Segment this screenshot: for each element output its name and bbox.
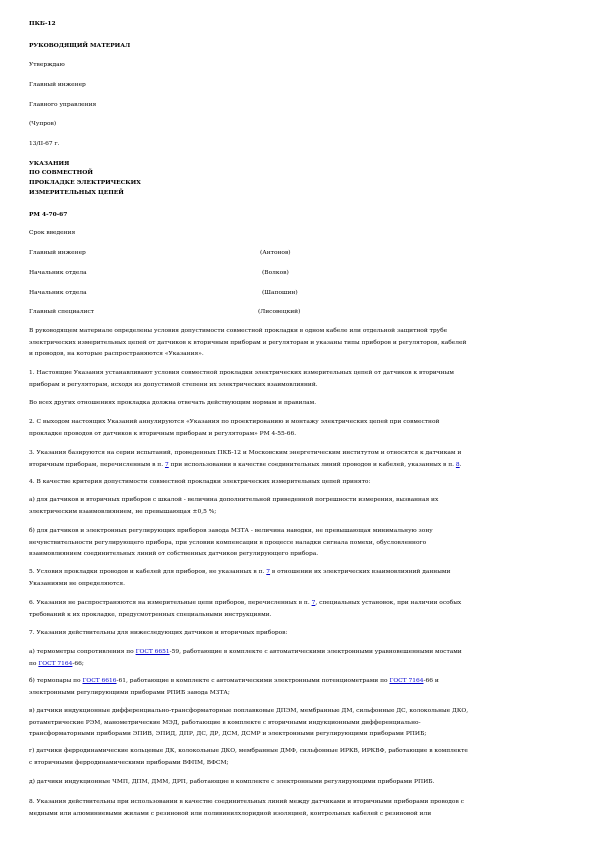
approver-name: (Чупров)	[29, 121, 57, 127]
gost-6616-link[interactable]: ГОСТ 6616	[82, 678, 117, 684]
title-line-2: ПО СОВМЕСТНОЙ	[29, 169, 93, 176]
section-7-link[interactable]: 7	[311, 600, 316, 606]
text-fragment: при использовании в качестве соединительных линий проводов и кабелей, указанных в п.	[168, 461, 456, 468]
text-line: 3. Указания базируются на серии испытаний, проведенных ПКБ-12 и Московским энергетическим институтом и относятся к датчикам и	[29, 450, 462, 456]
title-line-4: ИЗМЕРИТЕЛЬНЫХ ЦЕПЕЙ	[29, 189, 124, 196]
text-line: г) датчики ферродинамические кольцевые ДК, колокольные ДКО, мембранные ДМФ, сильфонные ИРКВ, ИРКВФ, работающие в комплекте	[29, 748, 468, 754]
text-line: Указаниями не определяются.	[29, 580, 125, 587]
text-fragment: по	[29, 660, 39, 667]
approver-organization: Главного управления	[29, 102, 97, 108]
paragraph-7v	[29, 706, 569, 741]
paragraph-4b	[29, 526, 569, 561]
text-line	[29, 567, 569, 579]
text-fragment: а) термометры сопротивления по	[29, 649, 136, 655]
section-8-link[interactable]: 8	[455, 461, 460, 468]
text-line	[29, 676, 569, 688]
signature-role: Главный специалист	[29, 309, 95, 315]
paragraph-7	[29, 628, 569, 640]
text-line: В руководящем материале определены условия допустимости совместной прокладки в одном кабеле или отдельной защитной трубе	[29, 328, 448, 334]
paragraph-1	[29, 368, 569, 391]
text-line: с вторичными ферродинамическими приборами ВФПМ, ВФСМ;	[29, 759, 229, 766]
text-fragment: -59, работающие в комплекте с автоматическими электронными уравновешенными мостами	[169, 649, 462, 655]
document-type: РУКОВОДЯЩИЙ МАТЕРИАЛ	[29, 42, 131, 49]
paragraph-7g	[29, 746, 569, 769]
document-code: ПКБ-12	[29, 20, 56, 27]
paragraph-7d	[29, 777, 569, 789]
text-line: трансформаторными приборами ЭПИВ, ЭПИД, ДПР, ДС, ДР, ДСМ, ДСМР и электронными регулирующими приборами РПИБ;	[29, 731, 427, 737]
text-line: д) датчики индукционные ЧМП, ДПМ, ДММ, ДРП, работающие в комплекте с электронными регулирующими приборами РПИБ.	[29, 779, 435, 785]
gost-7164-link[interactable]: ГОСТ 7164	[389, 678, 424, 684]
gost-6651-link[interactable]: ГОСТ 6651	[135, 649, 170, 655]
text-line: нечувствительности регулирующего прибора, при условии компенсации в процессе наладки сигнала помехи, обусловленного	[29, 539, 427, 546]
section-7-link[interactable]: 7	[164, 461, 169, 468]
paragraph-2	[29, 417, 569, 440]
text-line: б) для датчиков и электронных регулирующих приборов завода МЗТА - величина наводки, не превышающая минимальную зону	[29, 528, 433, 534]
title-line-1: УКАЗАНИЯ	[29, 160, 70, 167]
text-line: 4. В качестве критерия допустимости совместной прокладки электрических измерительных цепей принято:	[29, 479, 371, 485]
text-fragment: .	[459, 461, 462, 468]
intro-paragraph	[29, 326, 569, 361]
gost-7164-link[interactable]: ГОСТ 7164	[38, 660, 73, 667]
paragraph-7a	[29, 647, 569, 670]
text-line: и проводов, на которые распространяются «Указания».	[29, 351, 204, 357]
text-line	[29, 647, 569, 659]
text-line: взаимовлиянием соединительных линий от собственных датчиков регулирующего прибора.	[29, 551, 319, 557]
text-fragment: вторичным приборам, перечисленным в п.	[29, 461, 165, 468]
text-line: в) датчики индукционные дифференциально-трансформаторные поплавковые ДПЭМ, мембранные ДМ, сильфонные ДС, колокольные ДКО,	[29, 708, 469, 714]
paragraph-1-note	[29, 398, 569, 410]
text-line	[29, 598, 569, 610]
text-line	[29, 460, 569, 472]
text-fragment: в отношении их электрических взаимовлияний данными	[270, 569, 451, 575]
text-line: 1. Настоящие Указания устанавливают условия совместной прокладки электрических измерительных цепей от датчиков к вторичным	[29, 370, 454, 376]
text-fragment: , специальных установок, при наличии особых	[315, 600, 462, 606]
text-fragment: -66;	[72, 660, 84, 667]
approval-date: 13/II-67 г.	[29, 141, 60, 147]
text-line: медными или алюминиевыми жилами с резиновой или поливинилхлоридной изоляцией, контрольных кабелей с резиновой или	[29, 810, 432, 817]
signature-name: (Шапошин)	[262, 290, 298, 296]
signature-role: Начальник отдела	[29, 290, 87, 296]
text-line: 7. Указания действительны для нижеследующих датчиков и вторичных приборов:	[29, 630, 288, 636]
signature-role: Главный инженер	[29, 250, 86, 256]
text-fragment: -61, работающие в комплекте с автоматическими электронными потенциометрами по	[116, 678, 390, 684]
approval-label: Утверждаю	[29, 62, 65, 68]
text-line: ротаметрические РЭМ, манометрические МЭД, работающие в комплекте с вторичными индукционными дифференциально-	[29, 719, 421, 726]
text-line: Во всех других отношениях прокладка должна отвечать действующим нормам и правилам.	[29, 400, 317, 406]
signature-name: (Антонов)	[260, 250, 291, 256]
paragraph-3	[29, 448, 569, 471]
paragraph-4a	[29, 495, 569, 518]
section-7-link[interactable]: 7	[266, 569, 271, 575]
signature-name: (Лисовецкий)	[258, 309, 301, 315]
text-line: прокладке проводов от датчиков к вторичным приборам и регуляторам» РМ 4-55-66.	[29, 430, 297, 437]
approver-position: Главный инженер	[29, 82, 86, 88]
text-line: приборам и регуляторам, исходя из допустимой степени их электрических взаимовлияний.	[29, 381, 318, 388]
paragraph-6	[29, 598, 569, 621]
signature-name: (Волков)	[262, 270, 289, 276]
text-line: 8. Указания действительны при использовании в качестве соединительных линий между датчиками и вторичными приборами проводов с	[29, 799, 464, 805]
text-fragment: 6. Указания не распространяются на измерительные цепи приборов, перечисленных в п.	[29, 600, 312, 606]
paragraph-5	[29, 567, 569, 590]
introduction-term: Срок введения	[29, 230, 76, 236]
text-line: электронными регулирующими приборами РПИБ завода МЗТА;	[29, 689, 230, 696]
text-line: 2. С выходом настоящих Указаний аннулируются «Указания по проектированию и монтажу электрических цепей при совместной	[29, 419, 440, 425]
paragraph-4	[29, 477, 569, 489]
text-fragment: -66 и	[423, 678, 439, 684]
text-line: а) для датчиков и вторичных приборов с шкалой - величина дополнительной приведенной погрешности измерения, вызванная их	[29, 497, 439, 503]
text-fragment: 5. Условия прокладки проводов и кабелей для приборов, не указанных в п.	[29, 569, 267, 575]
title-line-3: ПРОКЛАДКЕ ЭЛЕКТРИЧЕСКИХ	[29, 179, 141, 186]
text-line: требований к их прокладке, предусмотренных специальными инструкциями.	[29, 611, 272, 618]
document-number: РМ 4-70-67	[29, 211, 68, 218]
paragraph-8	[29, 797, 569, 820]
text-line: электрическим взаимовлиянием, не превышающая ±0,5 %;	[29, 508, 217, 515]
signature-role: Начальник отдела	[29, 270, 87, 276]
paragraph-7b	[29, 676, 569, 699]
text-line: электрических измерительных цепей от датчиков к вторичным приборам и регуляторам и указаны типы приборов и регуляторов, кабелей	[29, 339, 467, 346]
text-line	[29, 659, 569, 671]
text-fragment: б) термопары по	[29, 678, 83, 684]
